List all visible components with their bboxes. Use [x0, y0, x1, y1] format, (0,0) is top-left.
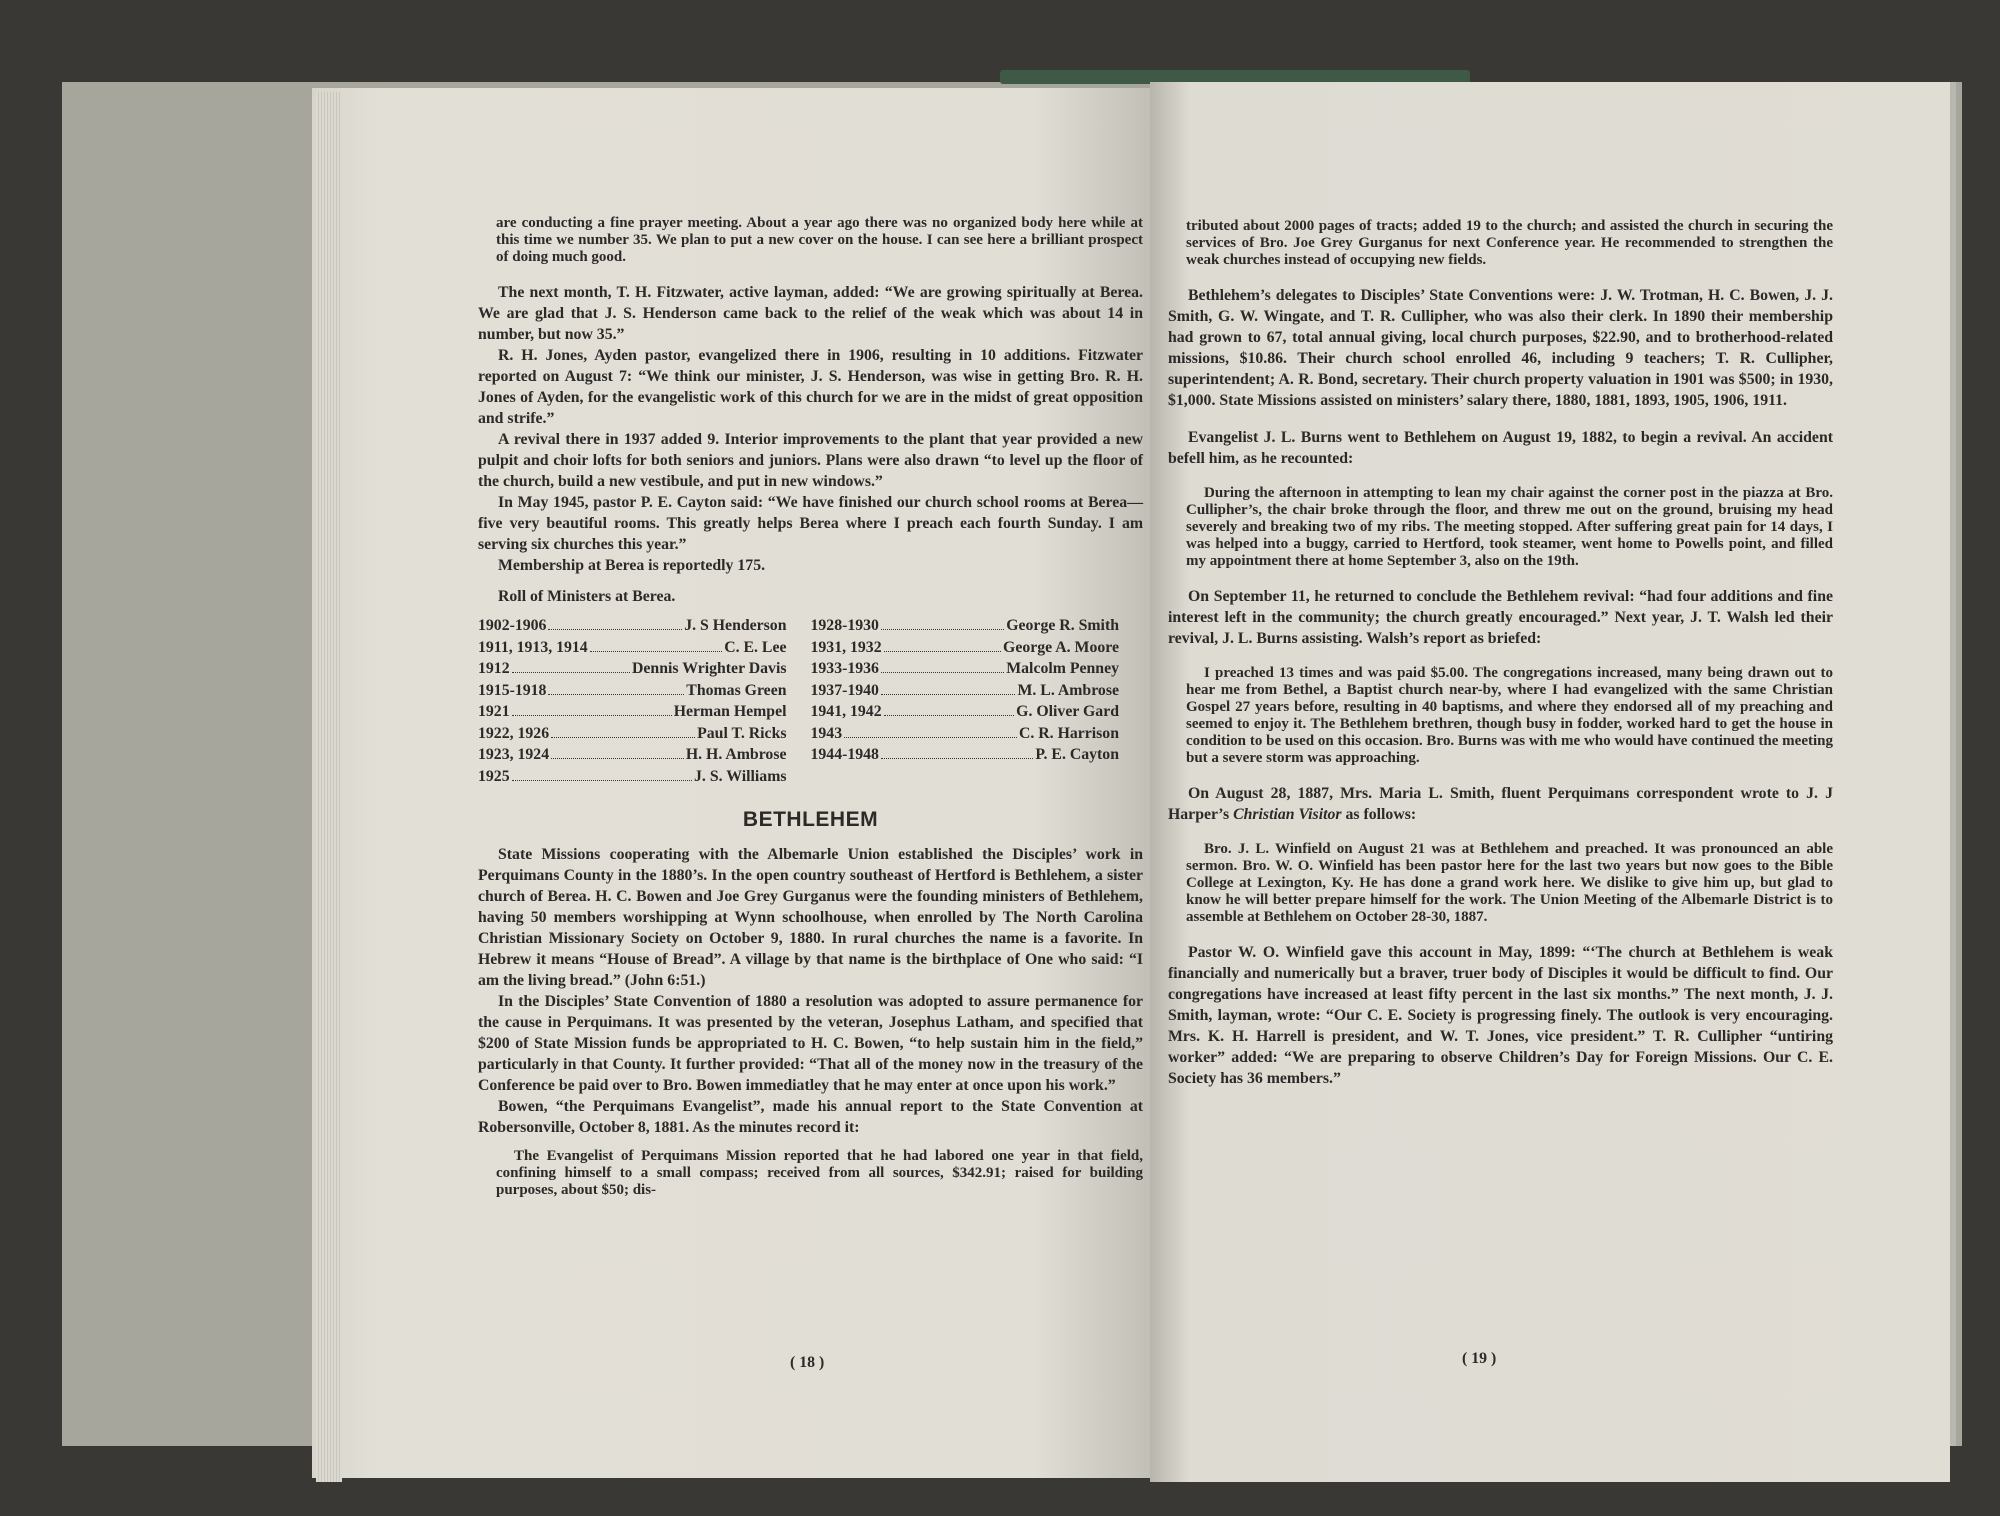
block-quote: [478, 1148, 1143, 1199]
paragraph: On August 28, 1887, Mrs. Maria L. Smith, fluent Perquimans correspondent wrote to J. J Harper’s Christian Visitor as follows:: [1168, 785, 1833, 823]
quote-top: [478, 215, 1143, 266]
paragraph: are conducting a fine prayer meeting. About a year ago there was no organized body here while at this time we number 35. We plan to put a new cover on the house. I can see here a brilliant prospect of doing much good.: [496, 215, 1143, 265]
quote-text: tributed about 2000 pages of tracts; added 19 to the church; and assisted the church in securing the services of Bro. Joe Grey Gurganus for next Conference year. He recommended to strengthen the weak churches instead of occupying new fields.: [1186, 218, 1833, 268]
roster-row: 1928-1930 George R. Smith: [810, 617, 1119, 634]
paragraph: A revival there in 1937 added 9. Interior improvements to the plant that year provided a new pulpit and choir lofts for both seniors and juniors. Plans were also drawn “to level up the floor of the church, build a new vestibule, and put in new windows.”: [478, 431, 1143, 490]
right-page-text: [1168, 218, 1833, 1089]
roster-row: 1925 J. S. Williams: [478, 767, 787, 785]
roster-row: 1922, 1926 Paul T. Ricks: [478, 724, 787, 742]
roster-row: 1943 C. R. Harrison: [810, 724, 1119, 742]
roll-title: Roll of Ministers at Berea.: [498, 588, 676, 605]
roster-row: 1941, 1942 G. Oliver Gard: [810, 703, 1119, 720]
paragraph: In May 1945, pastor P. E. Cayton said: “We have finished our church school rooms at Berea—five very beautiful rooms. This greatly helps Berea where I preach each fourth Sunday. I am serving six churches this year.”: [478, 494, 1143, 553]
page-edges: [316, 92, 342, 1482]
periodical-title: Christian Visitor: [1233, 806, 1342, 823]
block-quote: [1168, 218, 1833, 269]
page-number-left: ( 18 ): [790, 1354, 825, 1371]
paragraph: On September 11, he returned to conclude the Bethlehem revival: “had four additions and fine interest left in the community; the church greatly encouraged.” Next year, J. T. Walsh led their revival, J. L. Burns assisting. Walsh’s report as briefed:: [1168, 588, 1833, 647]
block-quote: [1168, 485, 1833, 570]
section-heading: BETHLEHEM: [742, 808, 879, 831]
paragraph: In the Disciples’ State Convention of 1880 a resolution was adopted to assure permanence for the cause in Perquimans. It was presented by the veteran, Josephus Latham, and specified that $200 of State Mission funds be appropriated to H. C. Bowen, “to help sustain him in the field,” particularly in that County. It further provided: “That all of the money now in the treasury of the Conference be paid over to Bro. Bowen immediatley that he may enter at once upon his work.”: [478, 993, 1143, 1094]
roster-row: 1933-1936 Malcolm Penney: [810, 660, 1119, 677]
paragraph: Pastor W. O. Winfield gave this account in May, 1899: “‘The church at Bethlehem is weak financially and numerically but a braver, truer body of Disciples it would be difficult to find. Our congregations have increased at least fifty percent in the last six months.” The next month, J. J. Smith, layman, wrote: “Our C. E. Society is progressing finely. The outlook is very encouraging. Mrs. K. H. Harrell is president, and W. T. Jones, vice president.” T. R. Cullipher “untiring worker” added: “We are preparing to observe Children’s Day for Foreign Missions. Our C. E. Society has 36 members.”: [1168, 944, 1833, 1087]
page-number-right: ( 19 ): [1462, 1350, 1497, 1367]
quote-text: I preached 13 times and was paid $5.00. The congregations increased, many being drawn out to hear me from Bethel, a Baptist church near-by, where I had evangelized with the same Christian Gospel 27 years before, resulting in 40 baptisms, and where they endorsed all of my preaching and seemed to enjoy it. The Bethlehem brethren, though busy in fodder, worked hard to get the house in condition to be used on this occasion. Bro. Burns was with me who would have continued the meeting but a severe storm was approaching.: [1186, 665, 1833, 766]
left-page-text: [478, 215, 1143, 1199]
roster-row: 1923, 1924 H. H. Ambrose: [478, 746, 787, 763]
quote-text: The Evangelist of Perquimans Mission reported that he had labored one year in that field, confining himself to a small compass; received from all sources, $342.91; raised for building purposes, about $50; dis-: [496, 1148, 1143, 1198]
paragraph: Bowen, “the Perquimans Evangelist”, made his annual report to the State Convention at Robersonville, October 8, 1881. As the minutes record it:: [478, 1098, 1143, 1136]
roster-row: 1937-1940 M. L. Ambrose: [810, 681, 1119, 699]
block-quote: [1168, 665, 1833, 767]
quote-text: During the afternoon in attempting to lean my chair against the corner post in the piazza at Bro. Cullipher’s, the chair broke through the floor, and threw me out on the ground, bruising my head severely and breaking two of my ribs. The meeting stopped. After suffering great pain for 14 days, I was helped into a buggy, carried to Hertford, took steamer, went home to Powells point, and filled my appointment there at home September 3, also on the 19th.: [1186, 485, 1833, 569]
ministers-roster: [478, 615, 1143, 787]
roster-row: 1911, 1913, 1914 C. E. Lee: [478, 638, 787, 656]
roster-row: 1931, 1932 George A. Moore: [810, 638, 1119, 656]
quote-text: Bro. J. L. Winfield on August 21 was at Bethlehem and preached. It was pronounced an able sermon. Bro. W. O. Winfield has been pastor here for the last two years but now goes to the Bible College at Lexington, Ky. He has done a grand work here. We dislike to give him up, but glad to know he will better prepare himself for the work. The Union Meeting of the Albemarle District is to assemble at Bethlehem on October 28-30, 1887.: [1186, 841, 1833, 925]
paragraph: Membership at Berea is reportedly 175.: [498, 557, 766, 574]
paragraph: Bethlehem’s delegates to Disciples’ State Conventions were: J. W. Trotman, H. C. Bowen, J. J. Smith, G. W. Wingate, and T. R. Cullipher, who was also their clerk. In 1890 their membership had grown to 67, total annual giving, local church purposes, $22.90, and to brotherhood-related missions, $10.86. Their church school enrolled 46, including 9 teachers; T. R. Cullipher, superintendent; A. R. Bond, secretary. Their church property valuation in 1901 was $500; in 1930, $1,000. State Missions assisted on ministers’ salary there, 1880, 1881, 1893, 1905, 1906, 1911.: [1168, 287, 1833, 409]
paragraph: Evangelist J. L. Burns went to Bethlehem on August 19, 1882, to begin a revival. An accident befell him, as he recounted:: [1168, 429, 1833, 467]
roster-column-left: [478, 615, 787, 787]
roster-row: 1915-1918 Thomas Green: [478, 681, 787, 699]
paragraph: State Missions cooperating with the Albemarle Union established the Disciples’ work in Perquimans County in the 1880’s. In the open country southeast of Hertford is Bethlehem, a sister church of Berea. H. C. Bowen and Joe Grey Gurganus were the founding ministers of Bethlehem, having 50 members worshipping at Wynn schoolhouse, when enrolled by The North Carolina Christian Missionary Society on October 9, 1880. In rural churches the name is a favorite. In Hebrew it means “House of Bread”. A village by that name is the birthplace of One who said: “I am the living bread.” (John 6:51.): [478, 846, 1143, 989]
roster-row: 1902-1906 J. S Henderson: [478, 617, 787, 634]
roster-row: 1944-1948 P. E. Cayton: [810, 746, 1119, 763]
roster-row: 1921 Herman Hempel: [478, 703, 787, 720]
roster-row: 1912 Dennis Wrighter Davis: [478, 660, 787, 677]
block-quote: [1168, 841, 1833, 926]
paragraph: The next month, T. H. Fitzwater, active layman, added: “We are growing spiritually at Berea. We are glad that J. S. Henderson came back to the relief of the weak which was about 14 in number, but now 35.”: [478, 284, 1143, 343]
paragraph: R. H. Jones, Ayden pastor, evangelized there in 1906, resulting in 10 additions. Fitzwater reported on August 7: “We think our minister, J. S. Henderson, was wise in getting Bro. R. H. Jones of Ayden, for the evangelistic work of this church for we are in the midst of great opposition and strife.”: [478, 347, 1143, 427]
roster-column-right: [811, 615, 1120, 787]
